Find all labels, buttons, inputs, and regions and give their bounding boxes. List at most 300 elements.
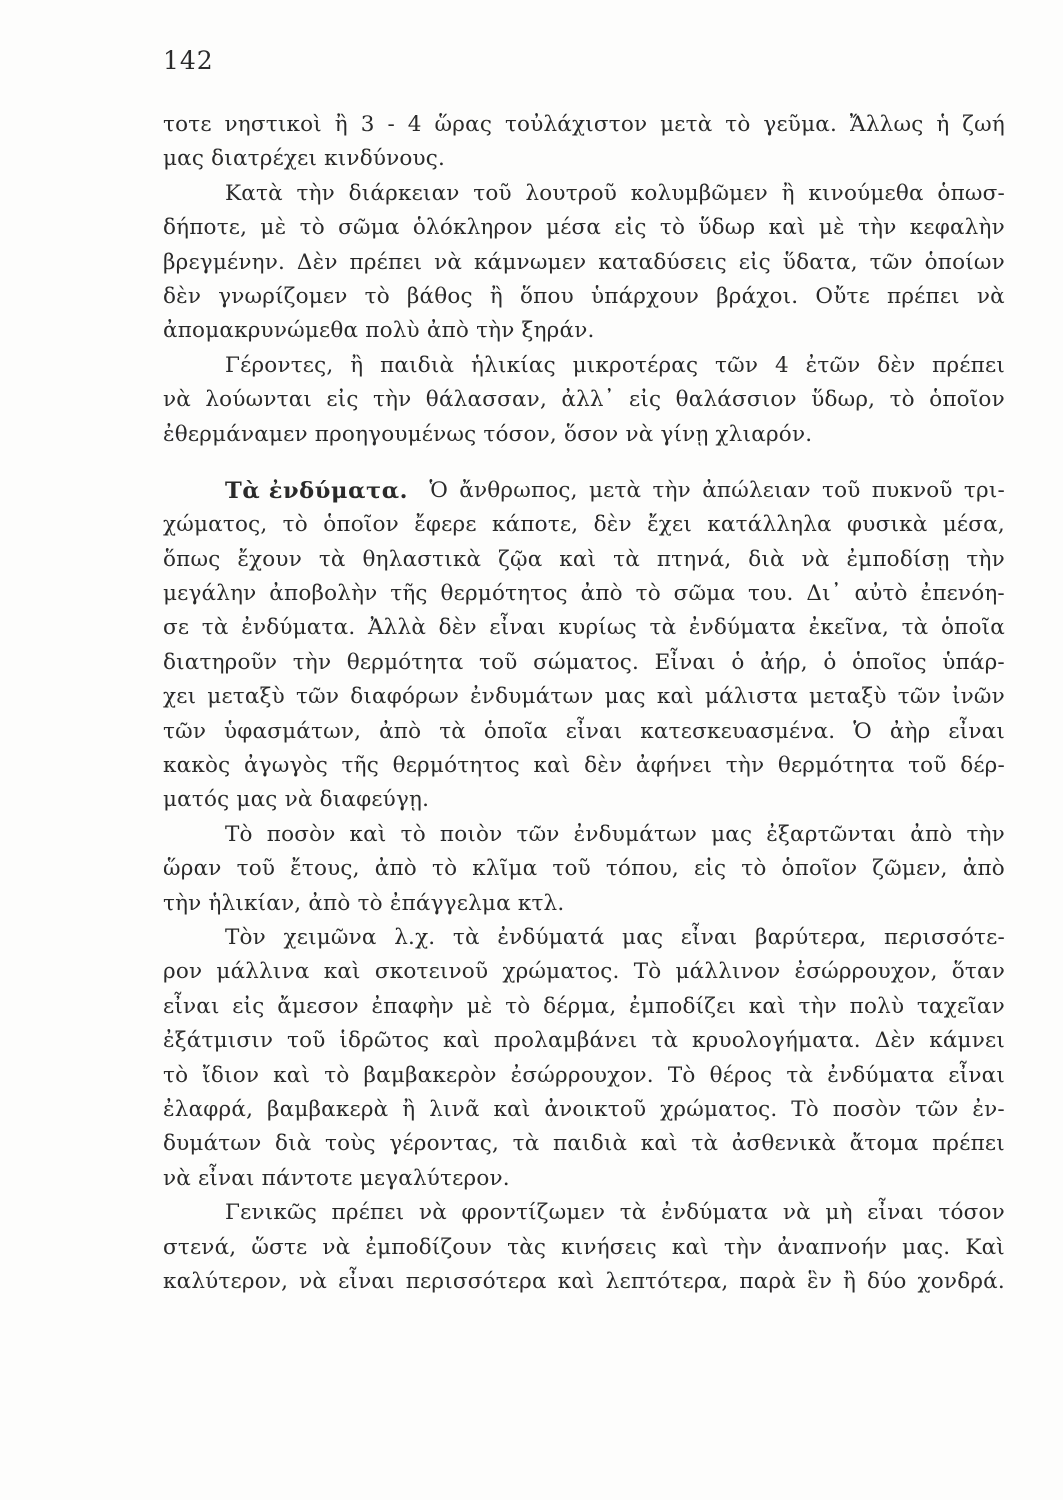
- word: ζῶμεν,: [872, 856, 948, 882]
- word: τὸ: [725, 112, 751, 137]
- word: δὲν: [163, 283, 202, 309]
- word: ὁ: [731, 649, 745, 675]
- word: περισσότε-: [884, 924, 1005, 950]
- word: ἐνδύματα.: [241, 615, 356, 641]
- word: φροντίζωμεν: [461, 1200, 606, 1226]
- word: ὁποῖα: [483, 718, 548, 744]
- word: παιδιὰ: [380, 352, 455, 378]
- word: τοῦ: [236, 856, 276, 882]
- word: τὴν: [723, 1234, 763, 1260]
- word: μὲ: [466, 993, 493, 1019]
- word: ἔφερε: [414, 512, 477, 538]
- word: σῶμα: [338, 215, 400, 241]
- word: τὰς: [507, 1234, 547, 1260]
- word: ὁποῖα: [940, 615, 1005, 641]
- word: Ἄλλως: [849, 112, 924, 137]
- word: τὰ: [651, 1028, 679, 1054]
- word: καὶ: [748, 993, 786, 1019]
- word: νὰ: [801, 546, 830, 572]
- word: ἡλικίας: [471, 352, 556, 378]
- word: δέρ-: [960, 753, 1005, 779]
- word: δυμάτων: [163, 1131, 262, 1157]
- word: τῶν: [869, 249, 913, 275]
- text-line: [163, 611, 1005, 645]
- word: τὰ: [786, 1062, 814, 1088]
- word: βράχοι.: [716, 283, 799, 309]
- word: ἀνοικτοῦ: [544, 1096, 647, 1122]
- word: βαμβακερὸν: [363, 1062, 497, 1088]
- word: λινᾶ: [429, 1096, 480, 1122]
- word: τὴν: [725, 753, 765, 779]
- word: εἰς: [614, 215, 647, 241]
- word: τῶν: [163, 718, 207, 744]
- text-line: νὰ εἶναι πάντοτε μεγαλύτερον.: [163, 1165, 510, 1191]
- word: ἢ: [402, 1096, 416, 1122]
- word: πρέπει: [349, 249, 423, 275]
- word: Εἶναι: [654, 649, 716, 675]
- word: ἄτομα: [849, 1131, 919, 1157]
- word: καὶ: [671, 1234, 709, 1260]
- word: καὶ: [443, 1028, 481, 1054]
- word: λεπτότερα,: [605, 1268, 729, 1294]
- word: θαλάσσιον: [675, 387, 797, 413]
- word: ὕδατα,: [782, 249, 858, 275]
- word: τῆς: [341, 753, 379, 779]
- word: διάρκειαν: [348, 180, 460, 206]
- word: Ἀλλὰ: [367, 615, 427, 641]
- word: Δι᾿: [806, 581, 842, 607]
- text-line: [163, 921, 1005, 955]
- word: εἶναι: [163, 993, 220, 1019]
- word: τὸ: [635, 581, 661, 607]
- word: ἀπώλειαν: [702, 477, 811, 503]
- word: εἶναι: [867, 1200, 924, 1226]
- word: τοῦ: [478, 649, 518, 675]
- word: δήποτε,: [163, 215, 248, 241]
- word: ποιὸν: [439, 821, 503, 847]
- word: πυκνοῦ: [871, 477, 953, 503]
- word: ἐμποδίζουν: [365, 1234, 493, 1260]
- text-line: [163, 1196, 1005, 1230]
- word: ἐπαφὴν: [371, 993, 454, 1019]
- word: ὅπως: [163, 546, 221, 572]
- word: 4: [407, 112, 422, 137]
- word: γεῦμα.: [763, 112, 837, 137]
- word: ὕδωρ: [698, 215, 756, 241]
- word: ἐνδύματα: [688, 615, 797, 641]
- word: πολὺ: [849, 993, 905, 1019]
- word: πρέπει: [932, 352, 1005, 378]
- word: τὴν: [292, 649, 332, 675]
- word: Ὁ: [429, 477, 448, 503]
- word: ἴδιον: [202, 1062, 260, 1088]
- text-line: [163, 715, 1005, 749]
- word: ἔτους,: [290, 856, 360, 882]
- word: Τὸ: [225, 821, 253, 847]
- text-line: [163, 108, 1005, 142]
- word: ποσὸν: [266, 821, 336, 847]
- word: ἀλλ᾿: [561, 387, 615, 413]
- word: γνωρίζομεν: [218, 283, 348, 309]
- word: χει: [163, 684, 197, 710]
- page-number: 142: [163, 46, 214, 75]
- word: καὶ: [559, 546, 597, 572]
- word: κινήσεις: [561, 1234, 657, 1260]
- word: τὰ: [691, 1131, 719, 1157]
- word: ὑπάρχουν: [590, 283, 700, 309]
- word: χρώματος.: [502, 959, 620, 985]
- word: νὰ: [299, 1268, 328, 1294]
- word: καὶ: [656, 684, 694, 710]
- word: Οὔτε: [815, 283, 870, 309]
- word: τοῦ: [822, 477, 861, 503]
- text-line: [163, 955, 1005, 989]
- word: διατηροῦν: [163, 649, 278, 675]
- text-line: [163, 852, 1005, 886]
- word: καὶ: [273, 1062, 311, 1088]
- text-line: [163, 349, 1005, 383]
- word: μέσα: [546, 215, 602, 241]
- word: κακὸς: [163, 753, 231, 779]
- word: Δὲν: [874, 1028, 916, 1054]
- word: τὰ: [512, 1131, 540, 1157]
- word: τῶν: [296, 684, 340, 710]
- word: χρώματος.: [660, 1096, 778, 1122]
- word: κυρίως: [558, 615, 637, 641]
- word: ἢ: [842, 1268, 857, 1294]
- word: τὰ: [613, 546, 640, 572]
- word: δὲν: [877, 352, 916, 378]
- text-line: [163, 508, 1005, 542]
- word: Δὲν: [296, 249, 338, 275]
- word: καὶ: [533, 753, 571, 779]
- word: τὸ: [432, 856, 458, 882]
- word: ἀήρ,: [760, 649, 808, 675]
- word: ἐσώρρουχον.: [510, 1062, 654, 1088]
- word: ἀπὸ: [580, 581, 623, 607]
- text-line: [163, 680, 1005, 714]
- word: ἰνῶν: [951, 684, 1005, 710]
- word: εἰς: [738, 249, 771, 275]
- section-heading-line: [163, 474, 1005, 508]
- word: Τὸ: [633, 959, 662, 985]
- word: 3: [360, 112, 375, 137]
- word: μὲ: [818, 215, 845, 241]
- word: ἀγωγὸς: [244, 753, 328, 779]
- word: καὶ: [493, 1096, 531, 1122]
- word: μας: [604, 684, 646, 710]
- word: ὁποῖον: [781, 856, 858, 882]
- word: ἐνδύματα: [827, 1062, 935, 1088]
- word: Τὸ: [791, 1096, 819, 1122]
- word: τοῦ: [908, 753, 947, 779]
- word: κολυμβῶμεν: [630, 180, 768, 206]
- word: μας.: [902, 1234, 951, 1260]
- word: ἐνδυμάτων: [470, 684, 594, 710]
- word: καὶ: [640, 1131, 678, 1157]
- word: δύο: [867, 1268, 907, 1294]
- word: κεφαλὴν: [909, 215, 1005, 241]
- word: Γενικῶς: [225, 1200, 317, 1226]
- word: κάποτε,: [492, 512, 579, 538]
- word: ἀπὸ: [374, 856, 417, 882]
- word: ὁποῖον: [323, 512, 399, 538]
- word: κρυολογήματα.: [692, 1028, 861, 1054]
- word: μέσα,: [942, 512, 1005, 538]
- word: ὁποίων: [924, 249, 1005, 275]
- word: ἀφήνει: [635, 753, 713, 779]
- word: ἐξαρτῶνται: [766, 821, 897, 847]
- word: τῶν: [715, 352, 759, 378]
- word: τὴν: [652, 477, 691, 503]
- word: τὴν: [966, 821, 1005, 847]
- word: μετὰ: [660, 112, 713, 137]
- body-text: [163, 108, 1005, 1299]
- word: τοὺς: [325, 1131, 376, 1157]
- word: αὐτὸ: [854, 581, 908, 607]
- word: τὰ: [619, 1200, 647, 1226]
- word: μας: [622, 924, 664, 950]
- word: ἔχει: [647, 512, 692, 538]
- word: Ὁ: [853, 718, 872, 744]
- word: εἶναι: [338, 1268, 395, 1294]
- word: τὸ: [741, 856, 767, 882]
- word: τὴν: [296, 180, 335, 206]
- word: μας: [711, 821, 753, 847]
- word: χώματος,: [163, 512, 268, 538]
- text-line: [163, 646, 1005, 680]
- word: καὶ: [349, 821, 387, 847]
- word: ἀποβολὴν: [269, 581, 378, 607]
- word: καταδύσεις: [598, 249, 727, 275]
- word: παιδιὰ: [553, 1131, 628, 1157]
- word: νὰ: [163, 387, 191, 413]
- word: μεταξὺ: [809, 684, 887, 710]
- word: ἡ: [936, 112, 950, 137]
- word: θέρος: [709, 1062, 773, 1088]
- text-line: τὴν ἡλικίαν, ἀπὸ τὸ ἐπάγγελμα κτλ.: [163, 890, 565, 916]
- text-line: [163, 1059, 1005, 1093]
- word: τὰ: [201, 615, 229, 641]
- text-line: [163, 1093, 1005, 1127]
- word: ἐπενόη-: [920, 581, 1005, 607]
- word: λουτροῦ: [525, 180, 618, 206]
- word: εἰς: [693, 856, 727, 882]
- word: ἄμεσον: [277, 993, 359, 1019]
- word: ἢ: [350, 352, 364, 378]
- word: περισσότερα: [405, 1268, 547, 1294]
- word: εἶναι: [489, 615, 546, 641]
- word: κάμνει: [929, 1028, 1005, 1054]
- word: τὸ: [324, 1062, 350, 1088]
- word: ἄνθρωπος,: [459, 477, 578, 503]
- word: σῶμα: [673, 581, 736, 607]
- word: τὴν: [858, 215, 897, 241]
- word: καὶ: [557, 1268, 595, 1294]
- word: ὁποῖος: [852, 649, 927, 675]
- word: Κατὰ: [225, 180, 283, 206]
- word: μετὰ: [588, 477, 642, 503]
- word: τοῦ: [473, 180, 512, 206]
- word: θερμότητος: [392, 753, 520, 779]
- word: ὁπωσ-: [937, 180, 1005, 206]
- word: τὴν: [798, 993, 837, 1019]
- word: ἱδρῶτος: [339, 1028, 430, 1054]
- word: διὰ: [748, 546, 785, 572]
- word: τὰ: [649, 615, 677, 641]
- word: εἰς: [232, 993, 265, 1019]
- word: ὑπάρ-: [942, 649, 1005, 675]
- word: κάμνωμεν: [474, 249, 587, 275]
- word: βαρύτερα,: [754, 924, 867, 950]
- word: μάλλινα: [216, 959, 310, 985]
- word: ταχεῖαν: [916, 993, 1005, 1019]
- word: ἔχουν: [237, 546, 302, 572]
- word: ὥστε: [251, 1234, 308, 1260]
- text-line: [163, 211, 1005, 245]
- word: ὕδωρ,: [811, 387, 876, 413]
- word: σε: [163, 615, 190, 641]
- word: καὶ: [323, 959, 361, 985]
- text-line: [163, 1024, 1005, 1058]
- word: χονδρά.: [917, 1268, 1005, 1294]
- word: νὰ: [322, 1234, 351, 1260]
- word: 4: [774, 352, 789, 378]
- word: ἐσώρρουχον,: [794, 959, 938, 985]
- word: ζωή: [962, 112, 1005, 137]
- word: ἢ: [489, 283, 503, 309]
- word: ἐνδυμάτων: [573, 821, 698, 847]
- text-line: [163, 818, 1005, 852]
- word: εἶναι: [948, 718, 1005, 744]
- section-heading: Τὰ ἐνδύματα.: [225, 477, 409, 504]
- word: χειμῶνα: [283, 924, 377, 950]
- word: δὲν: [593, 512, 632, 538]
- word: μικροτέρας: [572, 352, 699, 378]
- word: ἐλαφρά,: [163, 1096, 254, 1122]
- word: μὴ: [825, 1200, 853, 1226]
- word: μάλιστα: [704, 684, 798, 710]
- word: ἐτῶν: [805, 352, 861, 378]
- word: τοῦ: [552, 856, 591, 882]
- word: εἰς: [629, 387, 662, 413]
- text-line: [163, 577, 1005, 611]
- word: τοὐλάχιστον: [504, 112, 648, 137]
- text-line: [163, 1231, 1005, 1265]
- word: ὥραν: [163, 856, 222, 882]
- text-line: [163, 177, 1005, 211]
- word: τῆς: [390, 581, 428, 607]
- word: ἀὴρ: [889, 718, 931, 744]
- word: ἀναπνοήν: [777, 1234, 888, 1260]
- word: καλύτερον,: [163, 1268, 289, 1294]
- word: τρι-: [963, 477, 1005, 503]
- text-line: [163, 1127, 1005, 1161]
- word: ὁ: [823, 649, 837, 675]
- word: φυσικὰ: [847, 512, 928, 538]
- word: διὰ: [274, 1131, 312, 1157]
- word: σώματος.: [533, 649, 640, 675]
- word: τὴν: [966, 546, 1005, 572]
- text-line: ἀπομακρυνώμεθα πολὺ ἀπὸ τὴν ξηράν.: [163, 318, 595, 344]
- word: τὰ: [318, 546, 346, 572]
- text-line: ἐθερμάναμεν προηγουμένως τόσον, ὅσον νὰ γίνῃ χλιαρόν.: [163, 421, 813, 447]
- word: βρεγμένην.: [163, 249, 286, 275]
- word: τὸ: [889, 387, 915, 413]
- word: ἢ: [781, 180, 795, 206]
- word: θερμότητα: [777, 753, 895, 779]
- word: μεταξὺ: [207, 684, 285, 710]
- word: εἰς: [326, 387, 359, 413]
- word: θηλαστικὰ: [362, 546, 482, 572]
- word: -: [387, 112, 395, 137]
- word: νὰ: [418, 1200, 447, 1226]
- word: θάλασσαν,: [425, 387, 547, 413]
- word: ἀπὸ: [962, 856, 1005, 882]
- word: τοῦ: [287, 1028, 326, 1054]
- word: μάλλινον: [675, 959, 781, 985]
- word: κατάλληλα: [707, 512, 832, 538]
- word: τὸ: [364, 283, 390, 309]
- word: τὸ: [400, 821, 426, 847]
- word: λούωνται: [205, 387, 313, 413]
- text-line: [163, 543, 1005, 577]
- word: Γέροντες,: [225, 352, 334, 378]
- word: τὸ: [299, 215, 325, 241]
- word: πρέπει: [887, 283, 960, 309]
- word: ἢ: [334, 112, 348, 137]
- word: ἓν: [806, 1268, 832, 1294]
- word: πρέπει: [932, 1131, 1005, 1157]
- word: προλαμβάνει: [493, 1028, 638, 1054]
- word: Τὸ: [667, 1062, 696, 1088]
- word: ἐνδύματά: [497, 924, 605, 950]
- text-line: [163, 246, 1005, 280]
- word: εἶναι: [565, 718, 623, 744]
- word: κλῖμα: [472, 856, 538, 882]
- text-line: [163, 1265, 1005, 1299]
- word: μὲ: [260, 215, 287, 241]
- word: εἶναι: [680, 924, 738, 950]
- word: ἀπὸ: [910, 821, 953, 847]
- word: γέροντας,: [389, 1131, 500, 1157]
- word: τοτε: [163, 112, 212, 137]
- word: τὴν: [372, 387, 412, 413]
- word: τῶν: [915, 1096, 959, 1122]
- word: ὅταν: [951, 959, 1005, 985]
- word: θερμότητος: [440, 581, 568, 607]
- word: τῶν: [897, 684, 941, 710]
- word: ὁποῖον: [929, 387, 1005, 413]
- text-line: [163, 990, 1005, 1024]
- word: του.: [747, 581, 794, 607]
- word: τὰ: [439, 718, 467, 744]
- word: τὸ: [659, 215, 686, 241]
- word: τὰ: [452, 924, 480, 950]
- word: νὰ: [976, 283, 1005, 309]
- word: παρὰ: [739, 1268, 796, 1294]
- word: εἶναι: [948, 1062, 1005, 1088]
- word: ὁλόκληρον: [412, 215, 533, 241]
- word: ὥρας: [434, 112, 493, 137]
- word: στενά,: [163, 1234, 237, 1260]
- word: ὅπου: [520, 283, 574, 309]
- word: βάθος: [406, 283, 473, 309]
- word: βαμβακερὰ: [267, 1096, 389, 1122]
- word: θερμότητα: [346, 649, 464, 675]
- word: Τὸν: [225, 924, 266, 950]
- word: ποσὸν: [832, 1096, 902, 1122]
